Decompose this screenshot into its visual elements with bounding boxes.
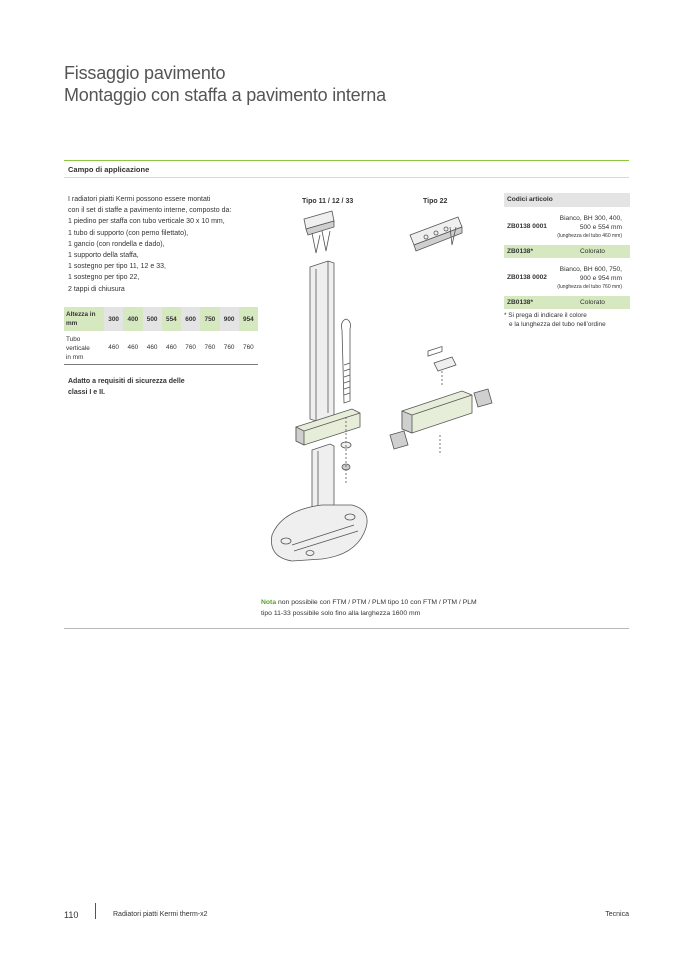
page-title-line2: Montaggio con staffa a pavimento interna bbox=[64, 85, 386, 105]
support-type-22 bbox=[410, 217, 462, 251]
page-title-line1: Fissaggio pavimento bbox=[64, 63, 226, 83]
tube-length-cell: 460 bbox=[123, 331, 142, 365]
tube-length-cell: 760 bbox=[220, 331, 239, 365]
intro-line: I radiatori piatti Kermi possono essere montati bbox=[68, 196, 211, 203]
label-type-a: Tipo 11 / 12 / 33 bbox=[302, 198, 354, 205]
article-code: ZB0138 0002 bbox=[507, 273, 547, 281]
row-label bbox=[64, 331, 104, 365]
hook-rod bbox=[342, 319, 351, 403]
note-line: e la lunghezza del tubo nell’ordine bbox=[509, 320, 606, 328]
desc-small: (lunghezza del tubo 760 mm) bbox=[557, 283, 622, 290]
tube-length-cell: 460 bbox=[104, 331, 123, 365]
content-divider bbox=[64, 628, 629, 629]
footer-section: Tecnica bbox=[605, 911, 629, 918]
page-number: 110 bbox=[64, 910, 79, 920]
list-item bbox=[504, 295, 630, 309]
intro-line: 1 supporto della staffa, bbox=[68, 252, 139, 260]
height-cell: 400 bbox=[123, 307, 142, 331]
intro-line: 1 sostegno per tipo 11, 12 e 33, bbox=[68, 263, 166, 271]
article-code: ZB0138* bbox=[507, 299, 534, 306]
intro-line: 1 gancio (con rondella e dado), bbox=[68, 240, 165, 248]
height-table bbox=[64, 307, 258, 365]
list-item bbox=[504, 244, 630, 258]
footer-title: Radiatori piatti Kermi therm-x2 bbox=[113, 911, 208, 918]
codes-note bbox=[504, 312, 630, 329]
label-type-b: Tipo 22 bbox=[423, 198, 448, 205]
article-code: ZB0138 0001 bbox=[507, 222, 547, 230]
intro-line: con il set di staffe a pavimento interne, composto da: bbox=[68, 207, 232, 215]
footer-separator bbox=[95, 903, 96, 919]
nota-line: non possibile con FTM / PTM / PLM tipo 10 con FTM / PTM / PLM bbox=[278, 599, 477, 606]
safety-line: classi I e II. bbox=[68, 389, 105, 396]
intro-line: 1 sostegno per tipo 22, bbox=[68, 274, 140, 282]
exploded-clamp bbox=[390, 347, 492, 453]
floor-bracket-illustration bbox=[262, 205, 502, 585]
height-cell: 300 bbox=[104, 307, 123, 331]
tube-length-cell: 460 bbox=[143, 331, 162, 365]
intro-line: 1 tubo di supporto (con perno filettato), bbox=[68, 229, 189, 237]
article-desc bbox=[555, 212, 630, 241]
tube-length-cell: 760 bbox=[239, 331, 258, 365]
intro-line: 1 piedino per staffa con tubo verticale 30 x 10 mm, bbox=[68, 218, 225, 226]
height-header-label: Altezza in mm bbox=[64, 307, 104, 331]
desc-line: Bianco, BH 300, 400, bbox=[559, 214, 622, 222]
support-type-11-12-33 bbox=[304, 211, 334, 253]
height-cell: 750 bbox=[200, 307, 219, 331]
article-desc bbox=[555, 263, 630, 292]
list-item bbox=[504, 207, 630, 244]
article-codes bbox=[504, 193, 630, 329]
page-title bbox=[64, 62, 386, 106]
article-desc: Colorato bbox=[580, 248, 605, 255]
section-header bbox=[64, 160, 629, 177]
height-cell: 554 bbox=[162, 307, 181, 331]
intro-line: 2 tappi di chiusura bbox=[68, 285, 125, 293]
row-label-line: Tubo bbox=[66, 336, 81, 343]
codes-header: Codici articolo bbox=[504, 193, 630, 207]
section-divider bbox=[64, 177, 629, 178]
nota-keyword: Nota bbox=[261, 599, 277, 606]
article-code: ZB0138* bbox=[507, 248, 534, 255]
list-item bbox=[504, 258, 630, 295]
note-line: * Si prega di indicare il colore bbox=[504, 312, 587, 319]
safety-line: Adatto a requisiti di sicurezza delle bbox=[68, 378, 185, 385]
floor-foot bbox=[271, 505, 367, 561]
desc-line: 900 e 954 mm bbox=[579, 274, 622, 282]
tube-length-cell: 760 bbox=[200, 331, 219, 365]
row-label-line: in mm bbox=[66, 354, 84, 361]
intro-text bbox=[68, 194, 268, 295]
article-desc: Colorato bbox=[580, 299, 605, 306]
row-label-line: verticale bbox=[66, 345, 90, 352]
height-cell: 600 bbox=[181, 307, 200, 331]
height-cell: 900 bbox=[220, 307, 239, 331]
nota-block bbox=[261, 597, 477, 619]
height-cell: 954 bbox=[239, 307, 258, 331]
safety-note bbox=[68, 376, 185, 398]
height-cell: 500 bbox=[143, 307, 162, 331]
tube-length-cell: 460 bbox=[162, 331, 181, 365]
height-table-header bbox=[64, 307, 258, 331]
desc-small: (lunghezza del tubo 460 mm) bbox=[557, 232, 622, 239]
vertical-tube bbox=[310, 261, 334, 517]
nota-line: tipo 11-33 possibile solo fino alla larghezza 1600 mm bbox=[261, 610, 421, 617]
tube-length-cell: 760 bbox=[181, 331, 200, 365]
table-row bbox=[64, 331, 258, 365]
desc-line: Bianco, BH 600, 750, bbox=[559, 265, 622, 273]
section-label: Campo di applicazione bbox=[68, 165, 150, 174]
desc-line: 500 e 554 mm bbox=[579, 223, 622, 231]
